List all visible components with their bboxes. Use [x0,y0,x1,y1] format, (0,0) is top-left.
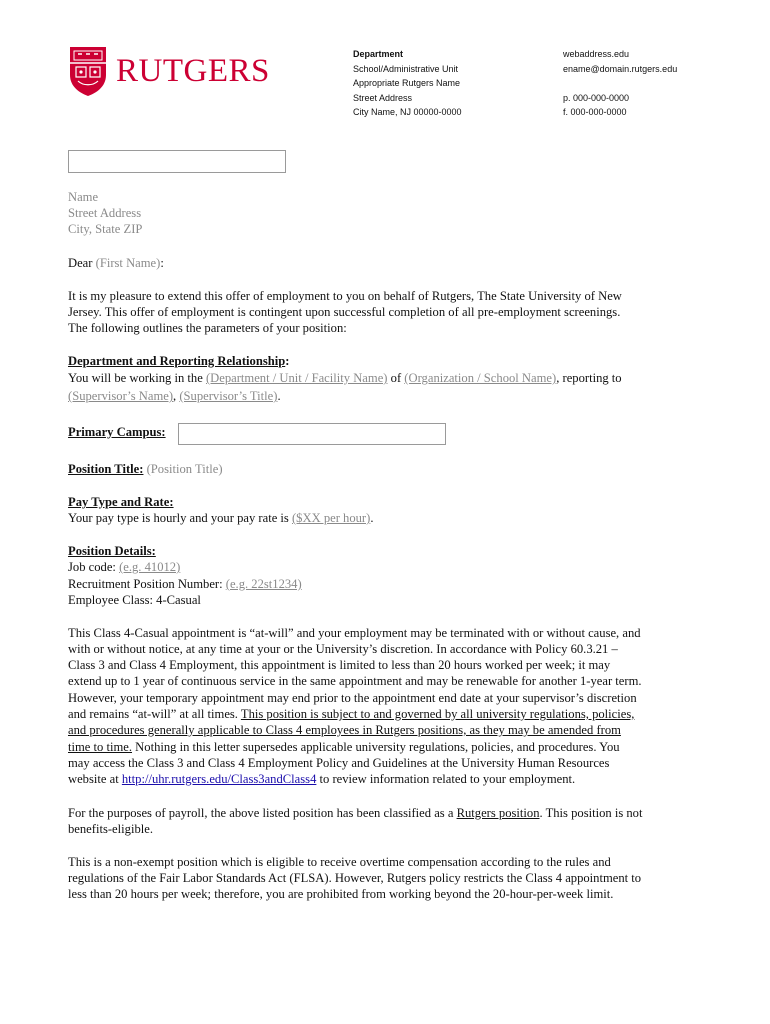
nonexempt-line-2: regulations of the Fair Labor Standards Act (FLSA). However, Rutgers policy restricts the Class 4 appointment to [68,871,642,885]
dept-prefix: You will be working in the [68,371,203,385]
phone-number: p. 000-000-0000 [563,92,630,103]
department-name: Department [353,49,404,59]
primary-campus-input[interactable] [178,423,446,445]
position-details-heading-text: Position Details: [68,544,156,558]
payroll-prefix: For the purposes of payroll, the above listed position has been classified as a [68,806,454,820]
pay-rate-placeholder[interactable]: ($XX per hour) [291,511,371,525]
payroll-line-1 [68,805,708,821]
class4-line-4: extend up to 1 year of continuous service in the same appointment and may be renewable for another 1-year term. [68,674,642,688]
recipient-name: Name [68,190,99,204]
website-prefix: website at [68,772,119,786]
recipient-city: City, State ZIP [68,222,143,236]
position-title-label: Position Title: [68,462,144,476]
uhr-link[interactable]: http://uhr.rutgers.edu/Class3andClass4 [121,772,317,786]
regulations-text-2: and procedures generally applicable to Class 4 employees in Rutgers positions, as they may be amended from [68,723,621,737]
dear-text: Dear [68,256,93,270]
dept-reporting-heading-colon: : [285,354,290,368]
appropriate-name: Appropriate Rutgers Name [353,78,461,88]
recruitment-placeholder[interactable]: (e.g. 22st1234) [225,577,302,591]
position-title-placeholder[interactable]: (Position Title) [146,462,223,476]
pay-period: . [370,511,374,525]
dept-reporting-heading [68,353,708,369]
position-title-row [68,461,708,477]
class4-line-7 [68,722,708,738]
pay-prefix: Your pay type is hourly and your pay rate is [68,511,289,525]
website-suffix: to review information related to your employment. [319,772,576,786]
organization-placeholder[interactable]: (Organization / School Name) [404,371,557,385]
employee-class: Employee Class: 4-Casual [68,593,201,607]
first-name-placeholder[interactable]: (First Name) [95,256,161,270]
job-code-placeholder[interactable]: (e.g. 41012) [119,560,181,574]
comma: , [173,389,177,403]
intro-line-3: The following outlines the parameters of your position: [68,321,347,335]
class4-line-8 [68,739,708,755]
intro-line-1: It is my pleasure to extend this offer of employment to you on behalf of Rutgers, The State University of New [68,289,622,303]
recruitment-number-row [68,576,708,592]
payroll-line-2: benefits-eligible. [68,822,153,836]
rutgers-wordmark: RUTGERS [116,53,270,89]
spacer [563,76,677,91]
intro-line-2: Jersey. This offer of employment is contingent upon successful completion of all pre-employment screenings. [68,305,621,319]
dept-reporting-heading-text: Department and Reporting Relationship [68,354,286,368]
web-address: webaddress.edu [563,49,630,59]
pay-heading-text: Pay Type and Rate: [68,495,174,509]
at-will-text: and remains “at-will” at all times. [68,707,238,721]
date-input[interactable] [68,150,286,173]
regulations-text-3: time to time. [68,740,133,754]
recruitment-label: Recruitment Position Number: [68,577,223,591]
supersedes-text: Nothing in this letter supersedes applicable university regulations, policies, and procedures. You [135,740,620,754]
period: . [277,389,281,403]
rutgers-shield-icon [68,45,108,97]
pay-heading [68,494,708,510]
rutgers-position-text: Rutgers position [456,806,540,820]
payroll-suffix: . This position is not [539,806,643,820]
class4-line-5: However, your temporary appointment may end prior to the appointment end date at your supervisor’s discretion [68,691,637,705]
unit-name: School/Administrative Unit [353,63,459,74]
job-code-row [68,559,708,575]
regulations-text-1: This position is subject to and governed by all university regulations, policies, [240,707,635,721]
nonexempt-line-3: less than 20 hours per week; therefore, you are prohibited from working beyond the 20-hour-per-week limit. [68,887,614,901]
letterhead-contact [563,47,677,120]
dept-reporting-line-1 [68,370,708,386]
letterhead-address [353,47,462,120]
dept-reporting-line-2 [68,388,708,404]
of-text: of [390,371,402,385]
reporting-text: , reporting to [556,371,622,385]
job-code-label: Job code: [68,560,116,574]
primary-campus-label-text: Primary Campus: [68,425,166,439]
fax-number: f. 000-000-0000 [563,107,627,117]
nonexempt-line-1: This is a non-exempt position which is eligible to receive overtime compensation according to the rules and [68,855,611,869]
class4-line-10 [68,771,708,787]
class4-line-1: This Class 4-Casual appointment is “at-will” and your employment may be terminated with or without cause, and [68,626,641,640]
department-placeholder[interactable]: (Department / Unit / Facility Name) [205,371,388,385]
position-details-heading [68,543,708,559]
street-address: Street Address [353,92,413,103]
class4-line-3: Class 3 and Class 4 Employment, this appointment is limited to less than 20 hours worked per week; it may [68,658,611,672]
city-line: City Name, NJ 00000-0000 [353,107,462,117]
supervisor-title-placeholder[interactable]: (Supervisor’s Title) [179,389,278,403]
email-address: ename@domain.rutgers.edu [563,63,678,74]
class4-line-9: may access the Class 3 and Class 4 Employment Policy and Guidelines at the University Human Resources [68,756,610,770]
class4-line-6 [68,706,708,722]
pay-line [68,510,708,526]
supervisor-name-placeholder[interactable]: (Supervisor’s Name) [68,389,174,403]
salutation-colon: : [160,256,164,270]
recipient-street: Street Address [68,206,142,220]
class4-line-2: with or without notice, at any time at your or the University’s discretion. In accordance with Policy 60.3.21 – [68,642,618,656]
salutation [68,255,708,271]
